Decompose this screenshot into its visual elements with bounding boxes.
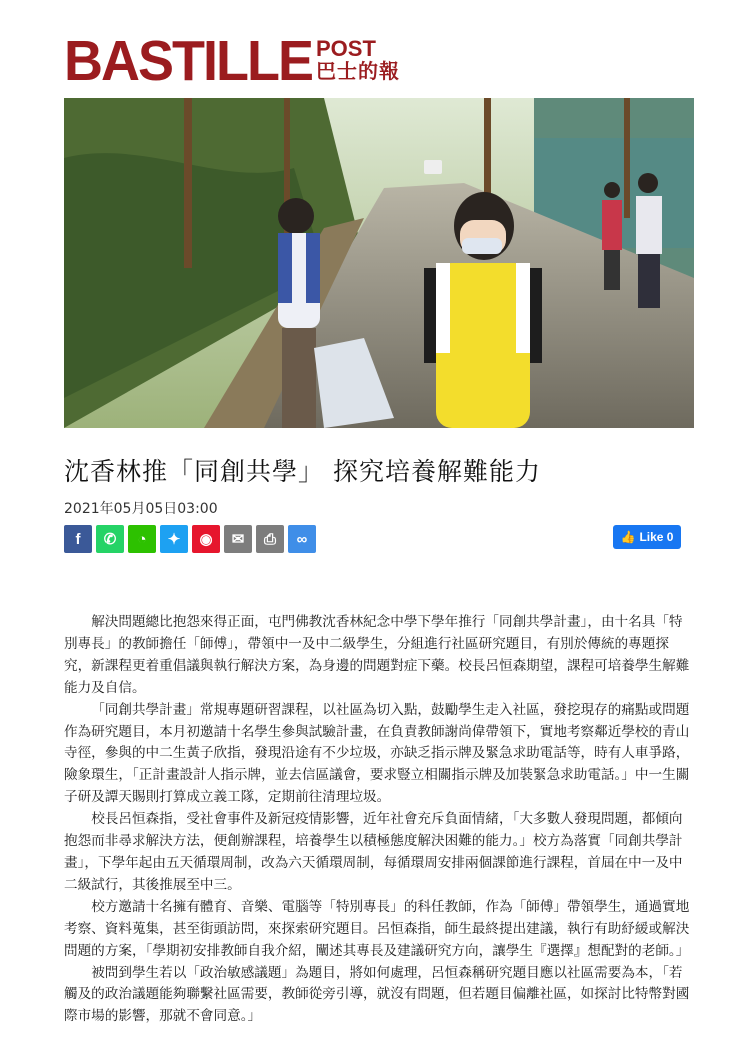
email-icon: ✉	[231, 531, 245, 548]
print-button[interactable]	[256, 525, 284, 553]
facebook-icon: f	[75, 530, 81, 548]
article-paragraph: 解決問題總比抱怨來得正面，屯門佛教沈香林紀念中學下學年推行「同創共學計畫」，由十名具「特別專長」的教師擔任「師傅」，帶領中一及中二級學生，分組進行社區研究題目，有別於傳統的專題探究，新課程更着重倡議與執行解決方案，為身邊的問題對症下藥。校長呂恒森期望，課程可培養學生解難能力及自信。	[64, 614, 690, 696]
logo-wordmark: BASTILLE	[64, 29, 312, 93]
article-paragraph: 被問到學生若以「政治敏感議題」為題目，將如何處理，呂恒森稱研究題目應以社區需要為本，「若觸及的政治議題能夠聯繫社區需要，教師從旁引導，就沒有問題，但若題目偏離社區，如探討比特幣對國際市場的影響，那就不會同意。」	[64, 964, 690, 1025]
facebook-like-button[interactable]	[613, 525, 681, 549]
article-photo	[64, 98, 694, 428]
article-headline: 沈香林推「同創共學」 探究培養解難能力	[64, 457, 541, 486]
hiking-students-photo	[64, 98, 694, 428]
wechat-icon: ◔	[137, 530, 147, 548]
whatsapp-icon: ✆	[103, 531, 117, 548]
like-label: Like 0	[639, 530, 674, 544]
article-paragraph: 校長呂恒森指，受社會事件及新冠疫情影響，近年社會充斥負面情緒，「大多數人發現問題，都傾向抱怨而非尋求解決方法，便創辦課程，培養學生以積極態度解決困難的能力。」校方為落實「同創共學計畫」，下學年起由五天循環周制，改為六天循環周制，每循環周安排兩個課節進行課程，首屆在中一及中二級試行，其後推展至中三。	[64, 811, 683, 893]
article-paragraph: 校方邀請十名擁有體育、音樂、電腦等「特別專長」的科任教師，作為「師傅」帶領學生，通過實地考察、資料蒐集，甚至街頭訪問，來探索研究題目。呂恒森指，師生最終提出建議，執行有助紓緩或解決問題的方案，「學期初安排教師自我介紹，闡述其專長及建議研究方向，讓學生『選擇』想配對的老師。」	[64, 898, 690, 959]
logo-chinese: 巴士的報	[316, 59, 400, 83]
weibo-icon: ◉	[199, 531, 213, 548]
publish-date: 2021年05月05日03:00	[64, 501, 218, 517]
link-icon: ∞	[296, 530, 308, 548]
print-icon: ⎙	[263, 530, 276, 548]
copy-link-button[interactable]	[288, 525, 316, 553]
site-logo[interactable]	[64, 29, 400, 93]
article-paragraph: 「同創共學計畫」常規專題研習課程，以社區為切入點，鼓勵學生走入社區，發挖現存的痛點或問題作為研究題目，本月初邀請十名學生參與試驗計畫，在負責教師謝尚偉帶領下，實地考察鄰近學校的青山寺徑，參與的中二生黃子欣指，發現沿途有不少垃圾，亦缺乏指示牌及緊急求助電話等，時有人車爭路，險象環生，「正計畫設計人指示牌，並去信區議會，要求豎立相關指示牌及加裝緊急求助電話。」中一生關子研及譚天賜則打算成立義工隊，定期前往清理垃圾。	[64, 701, 690, 806]
weibo-share-button[interactable]	[192, 525, 220, 553]
share-bar	[64, 525, 316, 553]
logo-post: POST	[316, 36, 376, 61]
twitter-share-button[interactable]	[160, 525, 188, 553]
wechat-share-button[interactable]	[128, 525, 156, 553]
twitter-icon: ✦	[167, 531, 181, 548]
facebook-share-button[interactable]	[64, 525, 92, 553]
article-body	[64, 612, 694, 1028]
email-share-button[interactable]	[224, 525, 252, 553]
thumbs-up-icon: 👍	[620, 530, 636, 544]
whatsapp-share-button[interactable]	[96, 525, 124, 553]
